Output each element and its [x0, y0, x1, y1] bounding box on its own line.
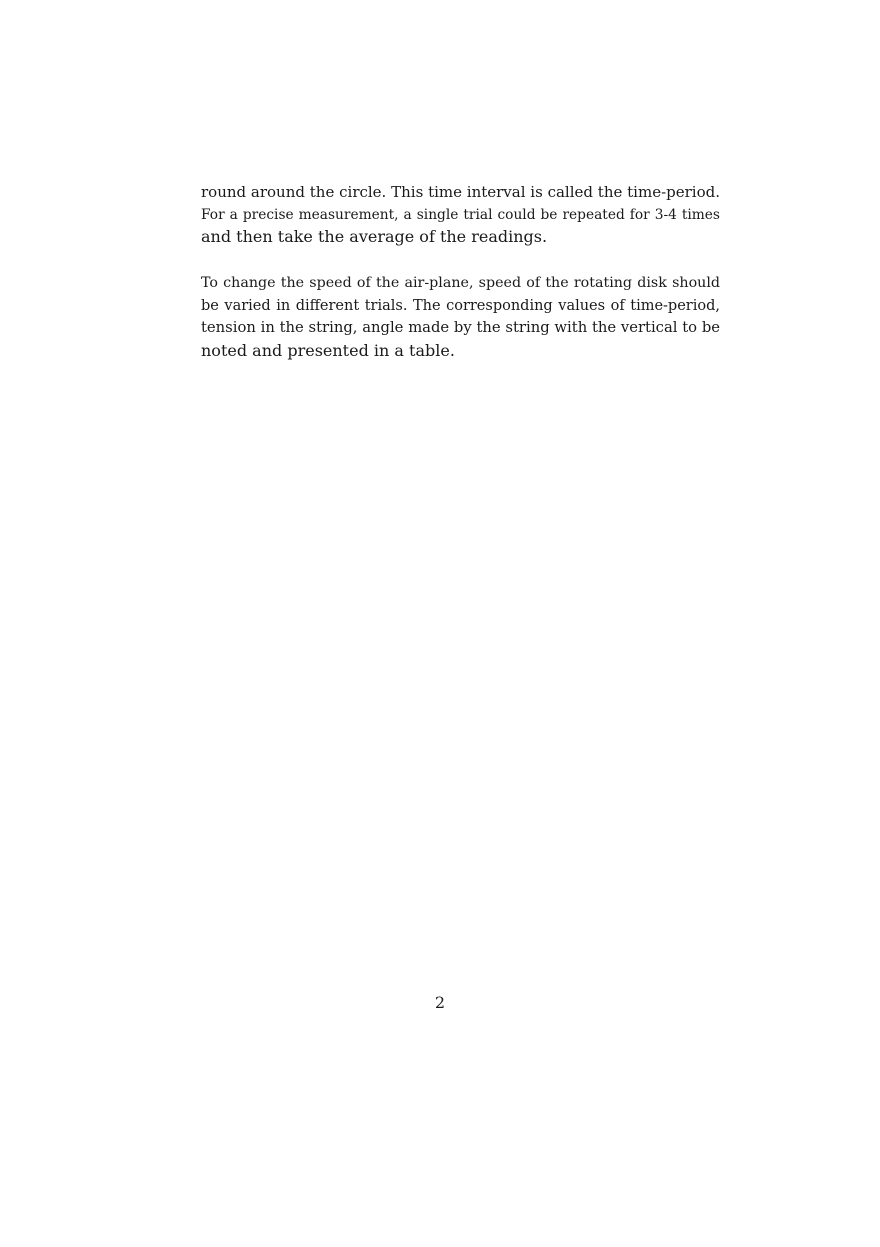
paragraph-line: For a precise measurement, a single trial could be repeated for 3-4 times: [201, 206, 720, 223]
paragraph-line: To change the speed of the air-plane, speed of the rotating disk should: [201, 275, 720, 291]
paragraph-speed-variation: [201, 272, 720, 362]
paragraph-time-period: [201, 181, 720, 249]
paragraph-line: noted and presented in a table.: [201, 340, 455, 360]
paragraph-line: round around the circle. This time interval is called the time-period.: [201, 183, 720, 201]
paragraph-line: tension in the string, angle made by the string with the vertical to be: [201, 319, 720, 336]
paragraph-line: and then take the average of the readings.: [201, 227, 548, 246]
page-number: 2: [434, 993, 446, 1012]
paragraph-line: be varied in different trials. The corresponding values of time-period,: [201, 297, 720, 314]
